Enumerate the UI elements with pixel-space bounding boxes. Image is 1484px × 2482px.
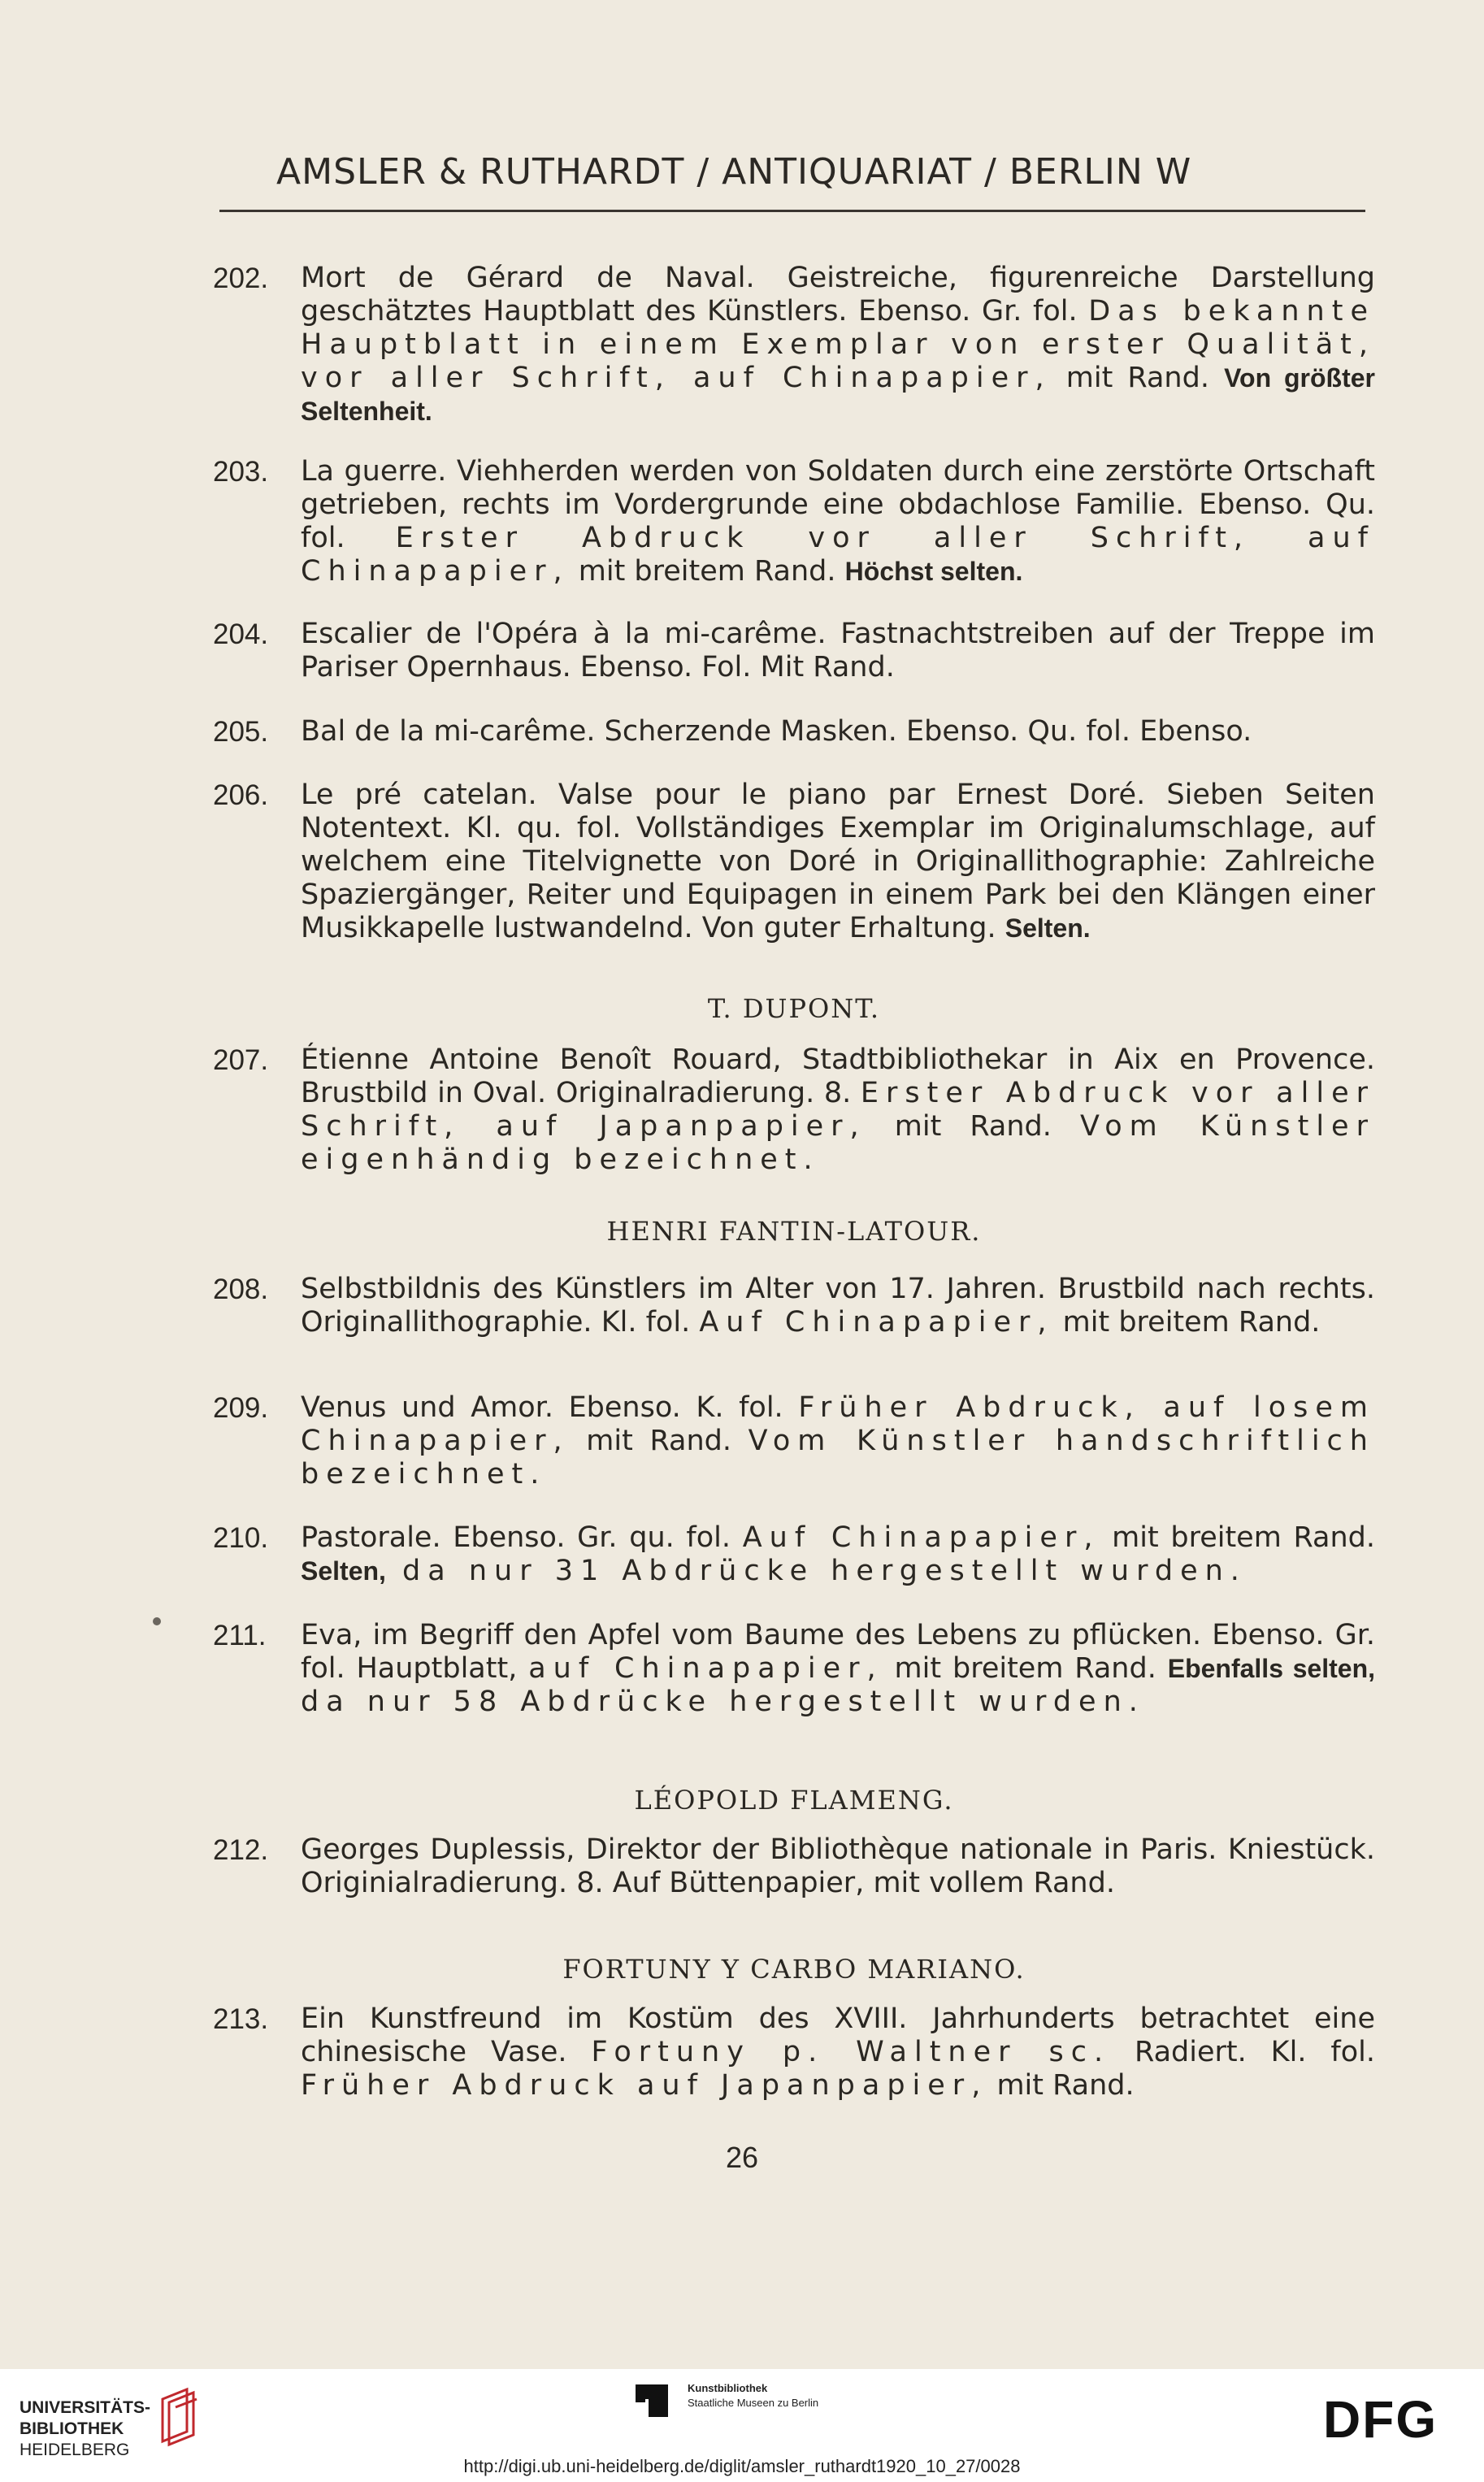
catalog-entry-207 (213, 1044, 1375, 1177)
entry-number: 209. (213, 1392, 269, 1424)
margin-mark (153, 1617, 161, 1625)
entry-text: Escalier de l'Opéra à la mi-carême. Fastnachtstreiben auf der Treppe im Pariser Opernhaus. Ebenso. Fol. Mit Rand. (301, 618, 1375, 683)
artist-heading: LÉOPOLD FLAMENG. (634, 1785, 954, 1816)
entry-bold-run: Selten, (301, 1556, 386, 1586)
entry-bold-run: Von größter Seltenheit. (301, 363, 1375, 426)
entry-text (301, 1521, 1375, 1588)
entry-spaced-run: Vom Künstler handschriftlich bezeichnet. (301, 1425, 1375, 1491)
catalog-entry-213 (213, 2003, 1375, 2102)
entry-text-run: mit Rand. (987, 2069, 1135, 2102)
entry-bold-run: Selten. (1005, 913, 1091, 943)
entry-text-run: Pastorale. Ebenso. Gr. qu. fol. (301, 1521, 743, 1554)
entry-number: 204. (213, 618, 269, 650)
uni-line-3: HEIDELBERG (20, 2441, 130, 2459)
entry-text (301, 1391, 1375, 1491)
kb-title: Kunstbibliothek (688, 2382, 768, 2394)
entry-text-run: mit breitem Rand. (883, 1652, 1168, 1685)
entry-text-run: mit Rand. (866, 1110, 1080, 1143)
source-url[interactable]: http://digi.ub.uni-heidelberg.de/diglit/amsler_ruthardt1920_10_27/0028 (463, 2456, 1021, 2476)
entry-number: 202. (213, 263, 269, 294)
entry-number: 205. (213, 716, 269, 748)
dfg-logo: DFG (1323, 2390, 1438, 2449)
entry-text-run: mit breitem Rand. (569, 555, 845, 588)
entry-bold-run: Höchst selten. (844, 557, 1023, 586)
artist-heading: FORTUNY Y CARBO MARIANO. (562, 1954, 1026, 1985)
entry-number: 213. (213, 2003, 269, 2035)
page-number: 26 (725, 2141, 759, 2174)
entry-text (301, 1619, 1375, 1719)
university-library-label (20, 2397, 150, 2461)
entry-text-run: Étienne Antoine Benoît Rouard, Stadtbibliothekar in Aix en Provence. Brustbild in Oval. Originalradierung. 8. (301, 1044, 1375, 1109)
catalog-entry-212 (213, 1833, 1375, 1900)
catalog-entry-205 (213, 715, 1375, 749)
artist-heading: T. DUPONT. (707, 993, 881, 1024)
entry-spaced-run: da nur 58 Abdrücke hergestellt wurden. (301, 1686, 1145, 1718)
entry-text: Georges Duplessis, Direktor der Bibliothèque nationale in Paris. Kniestück. Originialradierung. 8. Auf Büttenpapier, mit vollem Rand. (301, 1833, 1375, 1899)
entry-number: 212. (213, 1834, 269, 1866)
entry-text-run: Mort de Gérard de Naval. Geistreiche, figurenreiche Darstellung geschätztes Hauptblatt des Künstlers. Ebenso. Gr. fol. (301, 262, 1375, 328)
catalog-entry-202 (213, 262, 1375, 428)
entry-text (301, 262, 1375, 428)
entry-number: 211. (213, 1620, 267, 1651)
entry-text-run: La guerre. Viehherden werden von Soldaten durch eine zerstörte Ortschaft getrieben, rechts im Vordergrunde eine obdachlose Familie. Ebenso. Qu. fol. (301, 455, 1375, 554)
artist-heading: HENRI FANTIN-LATOUR. (606, 1216, 982, 1247)
running-header: AMSLER & RUTHARDT / ANTIQUARIAT / BERLIN W (276, 151, 1192, 193)
entry-spaced-run: Das bekannte Hauptblatt in einem Exemplar von erster Qualität, vor aller Schrift, auf Chinapapier, (301, 295, 1375, 394)
kunstbibliothek-label (688, 2381, 818, 2410)
entry-text (301, 1044, 1375, 1177)
catalog-entry-204 (213, 618, 1375, 684)
entry-text-run: mit breitem Rand. (1100, 1521, 1376, 1554)
entry-text (301, 2003, 1375, 2102)
entry-text-run: mit Rand. (1051, 362, 1225, 394)
entry-text (301, 1273, 1375, 1339)
entry-spaced-run: auf Chinapapier, (528, 1652, 883, 1685)
kb-subtitle: Staatliche Museen zu Berlin (688, 2397, 819, 2409)
entry-spaced-run: Erster Abdruck vor aller Schrift, auf Chinapapier, (301, 522, 1375, 588)
entry-text-run: Venus und Amor. Ebenso. K. fol. (301, 1391, 799, 1424)
entry-text-run: Eva, im Begriff den Apfel vom Baume des Lebens zu pflücken. Ebenso. Gr. fol. Hauptblatt, (301, 1619, 1375, 1685)
entry-spaced-run: Früher Abdruck auf Japanpapier, (301, 2069, 988, 2102)
entry-text-run: mit Rand. (569, 1425, 749, 1457)
entry-text (301, 779, 1375, 945)
catalog-entry-206 (213, 779, 1375, 945)
entry-text-run: Ein Kunstfreund im Kostüm des XVIII. Jahrhunderts betrachtet eine chinesische Vase. (301, 2003, 1375, 2068)
entry-text-run: Selbstbildnis des Künstlers im Alter von 17. Jahren. Brustbild nach rechts. Originallithographie. Kl. fol. (301, 1273, 1375, 1339)
uni-line-2: BIBLIOTHEK (20, 2419, 124, 2438)
catalog-entry-203 (213, 455, 1375, 588)
entry-spaced-run: Erster Abdruck vor aller Schrift, auf Japanpapier, (301, 1077, 1375, 1143)
entry-spaced-run: da nur 31 Abdrücke hergestellt wurden. (385, 1555, 1247, 1587)
entry-spaced-run: Auf Chinapapier, (699, 1306, 1054, 1339)
catalog-entry-208 (213, 1273, 1375, 1339)
catalog-entry-211 (213, 1619, 1375, 1719)
entry-spaced-run: Auf Chinapapier, (742, 1521, 1100, 1554)
entry-spaced-run: Vom Künstler eigenhändig bezeichnet. (301, 1110, 1375, 1176)
catalog-entry-209 (213, 1391, 1375, 1491)
entry-number: 207. (213, 1044, 269, 1076)
uni-line-1: UNIVERSITÄTS- (20, 2398, 151, 2417)
header-rule (219, 210, 1365, 212)
entry-number: 208. (213, 1274, 269, 1305)
university-logo-icon (154, 2383, 203, 2448)
entry-text-run: mit breitem Rand. (1053, 1306, 1321, 1339)
entry-text: Bal de la mi-carême. Scherzende Masken. Ebenso. Qu. fol. Ebenso. (301, 715, 1252, 748)
entry-number: 203. (213, 456, 269, 488)
entry-spaced-run: Früher Abdruck, auf losem Chinapapier, (301, 1391, 1375, 1457)
kunstbibliothek-logo-icon (632, 2381, 671, 2420)
entry-text-run: Radiert. Kl. fol. (1110, 2036, 1375, 2068)
entry-number: 206. (213, 779, 269, 811)
entry-spaced-run: Fortuny p. Waltner sc. (591, 2036, 1111, 2068)
entry-bold-run: Ebenfalls selten, (1167, 1654, 1376, 1683)
entry-text (301, 455, 1375, 588)
entry-number: 210. (213, 1522, 269, 1554)
entry-text-run: Le pré catelan. Valse pour le piano par Ernest Doré. Sieben Seiten Notentext. Kl. qu. fol. Vollständiges Exemplar im Originalumschlage, auf welchem eine Titelvignette von Doré in Originallithographie: Zahlreiche Spaziergänger, Reiter und Equipagen in einem Park bei den Klängen einer Musikkapelle lustwandelnd. Von guter Erhaltung. (301, 779, 1375, 944)
catalog-entry-210 (213, 1521, 1375, 1588)
